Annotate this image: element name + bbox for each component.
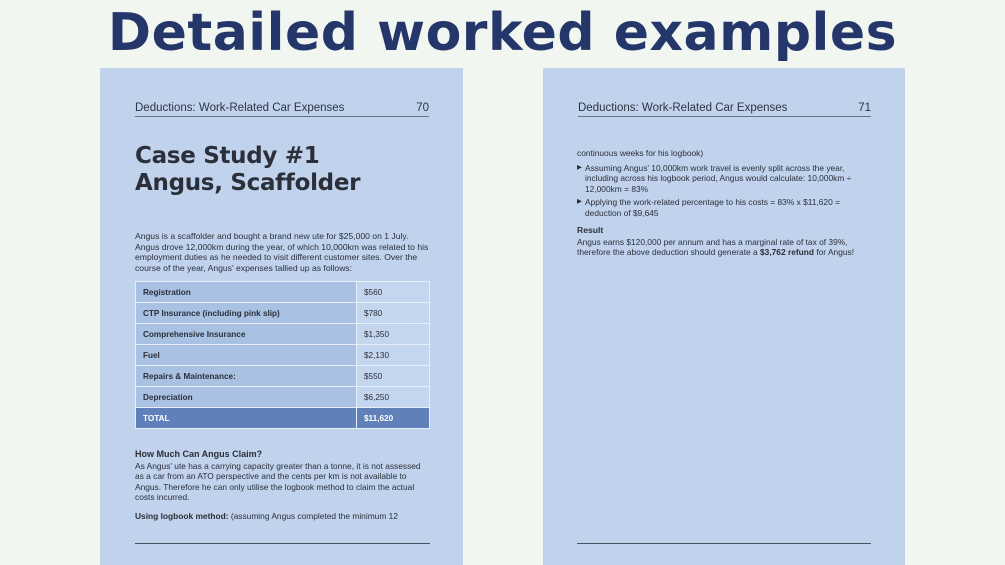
list-item bbox=[577, 163, 872, 194]
page-number: 70 bbox=[416, 102, 429, 114]
expense-amount: $780 bbox=[357, 303, 430, 324]
page-71 bbox=[543, 68, 905, 565]
expense-amount: $550 bbox=[357, 366, 430, 387]
table-row bbox=[136, 366, 430, 387]
claim-heading: How Much Can Angus Claim? bbox=[135, 449, 263, 459]
case-study-number: Case Study #1 bbox=[135, 143, 320, 169]
page-header bbox=[135, 102, 429, 117]
bullet-text: Assuming Angus' 10,000km work travel is evenly split across the year, including across his logbook period, Angus would calculate: 10,000km ÷ 12,000km = 83% bbox=[585, 163, 852, 194]
page-header bbox=[578, 102, 871, 117]
calculation-bullets bbox=[577, 163, 872, 221]
expense-label: CTP Insurance (including pink slip) bbox=[136, 303, 357, 324]
page-number: 71 bbox=[858, 102, 871, 114]
continued-text: continuous weeks for his logbook) bbox=[577, 148, 704, 158]
logbook-method-text: (assuming Angus completed the minimum 12 bbox=[230, 511, 398, 521]
headline: Detailed worked examples bbox=[107, 3, 898, 63]
expense-label: Registration bbox=[136, 282, 357, 303]
expense-amount: $2,130 bbox=[357, 345, 430, 366]
result-heading: Result bbox=[577, 225, 604, 235]
expense-label: Fuel bbox=[136, 345, 357, 366]
table-row bbox=[136, 387, 430, 408]
page-footer-divider bbox=[577, 543, 871, 544]
page-footer-divider bbox=[135, 543, 430, 544]
table-row bbox=[136, 324, 430, 345]
expense-amount: $560 bbox=[357, 282, 430, 303]
logbook-method-line bbox=[135, 511, 430, 521]
bullet-triangle-icon: ▶ bbox=[577, 164, 582, 171]
total-amount: $11,620 bbox=[357, 408, 430, 429]
page-header-title: Deductions: Work-Related Car Expenses bbox=[135, 102, 345, 114]
logbook-method-label: Using logbook method: bbox=[135, 511, 229, 521]
result-paragraph bbox=[577, 237, 877, 258]
page-header-title: Deductions: Work-Related Car Expenses bbox=[578, 102, 788, 114]
result-text-end: for Angus! bbox=[814, 247, 855, 258]
table-row bbox=[136, 303, 430, 324]
list-item bbox=[577, 197, 872, 218]
total-row bbox=[136, 408, 430, 429]
intro-paragraph: Angus is a scaffolder and bought a brand new ute for $25,000 on 1 July. Angus drove 12,000km during the year, of which 10,000km was related to his employment duties as he needed to visit different customer sites. Over the course of the year, Angus' expenses tallied up as follows: bbox=[135, 231, 429, 273]
expense-amount: $1,350 bbox=[357, 324, 430, 345]
expenses-table bbox=[135, 281, 430, 429]
expense-label: Comprehensive Insurance bbox=[136, 324, 357, 345]
bullet-triangle-icon: ▶ bbox=[577, 198, 582, 206]
expense-amount: $6,250 bbox=[357, 387, 430, 408]
page-70 bbox=[100, 68, 463, 565]
case-study-title bbox=[135, 143, 360, 197]
table-row bbox=[136, 345, 430, 366]
table-row bbox=[136, 282, 430, 303]
expense-label: Repairs & Maintenance: bbox=[136, 366, 357, 387]
claim-paragraph: As Angus' ute has a carrying capacity greater than a tonne, it is not assessed as a car from an ATO perspective and the cents per km is not available to Angus. Therefore he can only utilise the logbook method to claim the actual costs incurred. bbox=[135, 461, 421, 503]
case-study-subject: Angus, Scaffolder bbox=[135, 170, 361, 196]
refund-amount: $3,762 refund bbox=[760, 247, 814, 258]
total-label: TOTAL bbox=[136, 408, 357, 429]
result-text-start: Angus earns $120,000 per annum and has a marginal rate of tax of 39%, therefore the above deduction should generate a bbox=[577, 237, 848, 258]
expense-label: Depreciation bbox=[136, 387, 357, 408]
bullet-text: Applying the work-related percentage to his costs = 83% x $11,620 = deduction of $9,645 bbox=[585, 197, 840, 218]
